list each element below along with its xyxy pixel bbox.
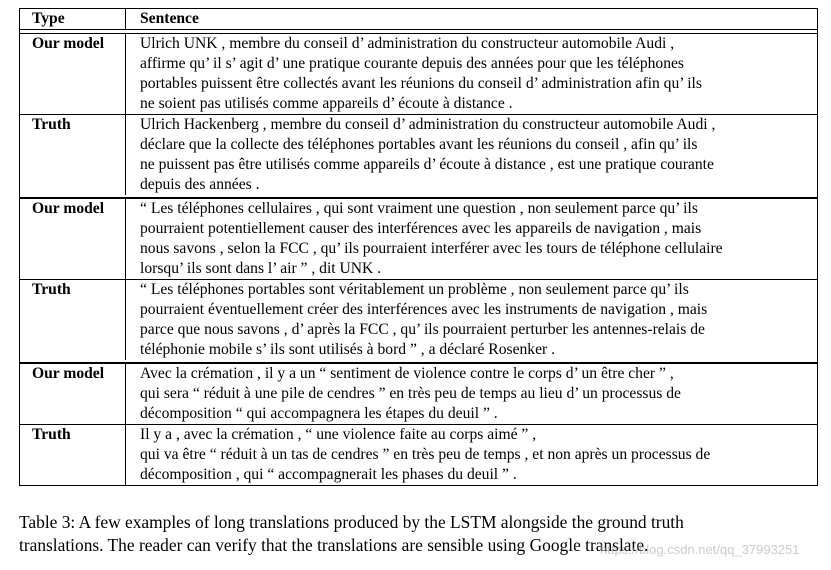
sentence-line: depuis des années . (140, 176, 260, 193)
row-sentence (126, 34, 817, 114)
table-row-our-model-2 (20, 197, 817, 279)
table-row-truth-1 (20, 114, 817, 195)
row-type-label: Our model (20, 199, 126, 279)
sentence-line: pourraient éventuellement créer des interférences avec les instruments de navigation , mais (140, 301, 708, 318)
row-sentence (126, 115, 817, 195)
sentence-line: affirme qu’ il s’ agit d’ une pratique courante depuis des années pour que les téléphones (140, 55, 685, 72)
row-sentence (126, 199, 817, 279)
sentence-line: parce que nous savons , d’ après la FCC , qu’ ils pourraient perturber les antennes-relais de (140, 321, 705, 338)
sentence-column-header: Sentence (140, 10, 199, 27)
watermark: https://blog.csdn.net/qq_37993251 (600, 542, 800, 557)
sentence-line: pourraient potentiellement causer des interférences avec les appareils de navigation , mais (140, 220, 702, 237)
sentence-line: Il y a , avec la crémation , “ une violence faite au corps aimé ” , (140, 426, 537, 443)
sentence-line: qui sera “ réduit à une pile de cendres ” en très peu de temps au lieu d’ un processus de (140, 385, 681, 402)
table-row-truth-2 (20, 279, 817, 360)
sentence-line: portables puissent être collectés avant les réunions du conseil d’ administration afin qu’ ils (140, 75, 702, 92)
sentence-line: “ Les téléphones portables sont véritablement un problème , non seulement parce qu’ ils (140, 281, 689, 298)
row-type-label: Truth (20, 425, 126, 485)
sentence-line: téléphonie mobile s’ ils sont utilisés à bord ” , a déclaré Rosenker . (140, 341, 556, 358)
row-sentence (126, 280, 817, 360)
sentence-line: lorsqu’ ils sont dans l’ air ” , dit UNK . (140, 260, 382, 277)
row-sentence (126, 425, 817, 485)
row-type-label: Truth (20, 115, 126, 195)
sentence-line: ne soient pas utilisés comme appareils d’ écoute à distance . (140, 95, 513, 112)
caption-line: Table 3: A few examples of long translations produced by the LSTM alongside the ground truth (19, 512, 684, 532)
sentence-line: “ Les téléphones cellulaires , qui sont vraiment une question , non seulement parce qu’ ils (140, 200, 698, 217)
sentence-line: qui va être “ réduit à un tas de cendres ” en très peu de temps , et non après un processus de (140, 446, 711, 463)
sentence-line: nous savons , selon la FCC , qu’ ils pourraient interférer avec les tours de téléphone cellulaire (140, 240, 723, 257)
table-row-our-model-3 (20, 362, 817, 424)
row-type-label: Our model (20, 364, 126, 424)
type-column-header: Type (20, 9, 126, 29)
table-row-truth-3 (20, 424, 817, 485)
sentence-line: Avec la crémation , il y a un “ sentiment de violence contre le corps d’ un être cher ” , (140, 365, 674, 382)
caption-line: translations. The reader can verify that the translations are sensible using Google translate. (19, 535, 649, 555)
row-type-label: Our model (20, 34, 126, 114)
sentence-line: Ulrich Hackenberg , membre du conseil d’ administration du constructeur automobile Audi , (140, 116, 716, 133)
table-header-row (20, 9, 817, 30)
sentence-line: ne puissent pas être utilisés comme appareils d’ écoute à distance , est une pratique courante (140, 156, 714, 173)
sentence-line: décomposition “ qui accompagnera les étapes du deuil ” . (140, 405, 498, 422)
sentence-line: déclare que la collecte des téléphones portables avant les réunions du conseil , afin qu’ ils (140, 136, 698, 153)
table-row-our-model-1 (20, 33, 817, 114)
row-type-label: Truth (20, 280, 126, 360)
sentence-line: décomposition , qui “ accompagnerait les phases du deuil ” . (140, 466, 517, 483)
row-sentence (126, 364, 817, 424)
translation-examples-table (19, 8, 818, 486)
sentence-line: Ulrich UNK , membre du conseil d’ administration du constructeur automobile Audi , (140, 35, 675, 52)
